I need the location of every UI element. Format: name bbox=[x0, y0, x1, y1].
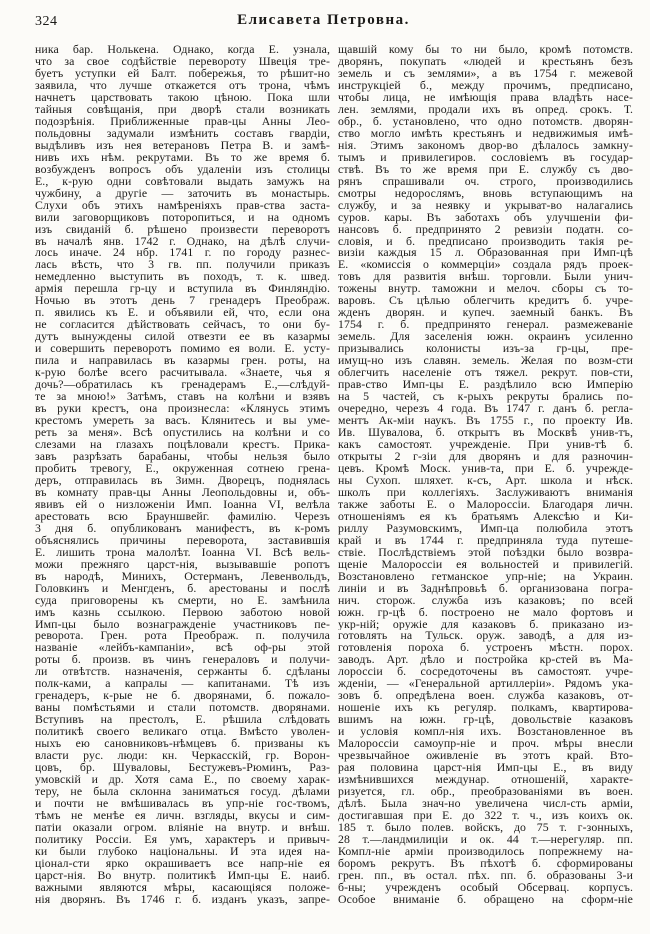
text-line: крестомъ умереть за васъ. Клянитесь и вы уме- bbox=[35, 415, 330, 427]
text-line: открыты 2 г-зіи для дворянъ и для разночин- bbox=[338, 450, 633, 463]
text-line: тѣмъ не менѣе ея личн. взгляды, вкусы и сим- bbox=[35, 810, 330, 822]
text-line: к-рую болѣе всего расчитывала. «Знаете, чья я bbox=[35, 367, 330, 380]
column-gap bbox=[330, 44, 338, 908]
text-line: риллу Разумовскимъ, Имп-ца полюбила этотъ bbox=[338, 522, 633, 535]
text-line: тайныя совѣщанія, при дворѣ стали возникать bbox=[35, 103, 330, 116]
text-line: деръ, отправилась въ Зимн. Дворецъ, поднялась bbox=[35, 474, 330, 487]
text-line: чрезвычайное оживленіе въ этотъ край. Вто- bbox=[338, 750, 633, 763]
text-line: Компл-ніе арміи производилось попрежнему на- bbox=[338, 845, 633, 858]
text-line: дочь?—обратилась къ гренадерамъ Е.,—слѣдуй- bbox=[35, 379, 330, 392]
text-line: достигавшая при Е. до 322 т. ч., изъ коихъ ок. bbox=[338, 810, 633, 822]
text-line: цевъ. Кромѣ Моск. унив-та, при Е. б. учрежде- bbox=[338, 462, 633, 475]
text-line: визіи каждыя 15 л. Образованная при Имп-цѣ bbox=[338, 247, 633, 260]
text-line: готовленія пороха б. устроенъ мѣстн. порох. bbox=[338, 642, 633, 655]
text-line: немедленно выступить въ походъ, т. к. швед. bbox=[35, 271, 330, 284]
text-line: подозрѣнія. Приближенные прав-цы Анны Лео- bbox=[35, 115, 330, 128]
text-line: дутъ вынуждены силой отвезти ее въ казармы bbox=[35, 331, 330, 344]
text-line: Е. «комиссія о коммерціи» создала рядъ проек- bbox=[338, 259, 633, 272]
text-line: нія. Этимъ закономъ двор-во дѣлалось замкну- bbox=[338, 139, 633, 152]
text-line: обр., б. установлено, что одно потомств. дворян- bbox=[338, 115, 633, 128]
text-line: возбужденъ вопросъ объ удаленіи изъ столицы bbox=[35, 163, 330, 176]
text-line: ника бар. Нолькена. Однако, когда Е. узнала, bbox=[35, 44, 330, 56]
text-line: имущ-но изъ славян. земель. Желая по возм-сти bbox=[338, 355, 633, 368]
text-line: реворота. Грен. рота Преображ. п. получила bbox=[35, 630, 330, 643]
text-line: полк-ками, а капралы — капитанами. Тѣ изъ bbox=[35, 678, 330, 691]
text-line: имъ казнь ссылкою. Первою заботою новой bbox=[35, 606, 330, 619]
text-line: роты б. произв. въ чинъ генераловъ и получи- bbox=[35, 654, 330, 667]
text-line: лась вѣсть, что 3 гв. пп. получили приказъ bbox=[35, 259, 330, 272]
text-line: пила и направилась въ казармы грен. роты, на bbox=[35, 355, 330, 368]
text-line: смотры недорослямъ, вновь вступающимъ на bbox=[338, 187, 633, 200]
text-line: ношеніе ихъ къ регуляр. полкамъ, квартирова- bbox=[338, 702, 633, 715]
text-line: цовъ, бр. Шуваловы, Бестужевъ-Рюминъ, Раз- bbox=[35, 762, 330, 775]
text-line: вили заговорщиковъ поторопиться, и на одномъ bbox=[35, 211, 330, 224]
text-line: словія, и б. предписано производить такія ре- bbox=[338, 235, 633, 248]
text-line: лороссіи б. сосредоточены въ самостоят. учре- bbox=[338, 666, 633, 679]
text-line: реть за меня». Всѣ опустились на колѣни и со bbox=[35, 427, 330, 439]
text-line: Вступивъ на престолъ, Е. рѣшила слѣдовать bbox=[35, 714, 330, 727]
text-line: патіи оказали огром. вліяніе на внутр. и внѣш. bbox=[35, 821, 330, 834]
text-line: жденъ дворян. и купеч. заемный банкъ. Въ bbox=[338, 307, 633, 320]
text-line: жденіи, — «Генеральной артиллеріи». Рядомъ ука- bbox=[338, 678, 633, 691]
text-line: Малороссіи самоупр-ніе и проч. мѣры внесли bbox=[338, 738, 633, 751]
text-line: ваны помѣстьями и стали потомств. дворянами. bbox=[35, 702, 330, 715]
text-line: южн. гр-цѣ б. построено не мало фортовъ и bbox=[338, 606, 633, 619]
text-line: дѣлѣ. Была знач-но увеличена числ-сть арміи, bbox=[338, 798, 633, 810]
text-line: слезами на глазахъ поцѣловали крестъ. Прика- bbox=[35, 438, 330, 451]
text-line: Е., к-рую одни совѣтовали выдать замужъ на bbox=[35, 175, 330, 188]
text-line: нансовъ б. предпринято 2 ревизіи податн. со- bbox=[338, 223, 633, 236]
page-title: Елисавета Петровна. bbox=[237, 12, 410, 28]
text-line: теру, не была склонна заниматься госуд. дѣлами bbox=[35, 786, 330, 799]
text-line: политикѣ своего великаго отца. Вмѣсто уволен- bbox=[35, 726, 330, 739]
text-line: грен. пп., въ остал. пѣх. пп. б. образованы 3-и bbox=[338, 869, 633, 882]
text-line: чужбину, а другіе — заточить въ монастырь. bbox=[35, 187, 330, 200]
text-line: инструкціей б., между прочимъ, предписано, bbox=[338, 79, 633, 92]
text-line: что за свое содѣйствіе перевороту Швеція тре- bbox=[35, 55, 330, 68]
text-line: Головкинъ и Менгденъ, б. арестованы и послѣ bbox=[35, 582, 330, 595]
text-line: тожены внутр. таможни и мелоч. сборы съ то- bbox=[338, 283, 633, 296]
text-line: умовскій и др. Хотя сама Е., по своему харак- bbox=[35, 774, 330, 787]
text-line: Слухи объ этихъ намѣреніяхъ прав-ства заста- bbox=[35, 199, 330, 212]
text-line: школъ при коллегіяхъ. Заслуживаютъ вниманія bbox=[338, 486, 633, 499]
text-line: польдовны задумали измѣнить составъ гвардіи, bbox=[35, 127, 330, 140]
text-line: лось иначе. 24 нбр. 1741 г. по городу разнес- bbox=[35, 247, 330, 260]
text-line: вшимъ на южн. гр-цѣ, довольствіе казаковъ bbox=[338, 714, 633, 727]
text-line: суда приговорены къ смерти, но Е. замѣнила bbox=[35, 594, 330, 607]
article-body bbox=[35, 44, 633, 908]
text-line: суров. кары. Въ заботахъ объ улучшеніи фи- bbox=[338, 211, 633, 224]
text-line: дворянъ, покупать «людей и крестьянъ безъ bbox=[338, 55, 633, 68]
text-line: ли отвѣтств. назначенія, сержанты б. сдѣланы bbox=[35, 666, 330, 679]
text-line: линіи и въ Заднѣпровьѣ б. организована погра- bbox=[338, 582, 633, 595]
text-line: 28 т.—ландмилиціи и ок. 44 т.—нерегуляр. пп. bbox=[338, 833, 633, 846]
text-line: ризуется, гл. обр., преобразованіями въ воен. bbox=[338, 786, 633, 799]
text-line: отношеніямъ ея къ братьямъ Алексѣю и Ки- bbox=[338, 510, 633, 523]
text-line: также заботы Е. о Малороссіи. Благодаря личн. bbox=[338, 498, 633, 511]
text-line: боромъ рекрутъ. Въ пѣхотѣ б. сформированы bbox=[338, 857, 633, 870]
page-number: 324 bbox=[35, 14, 58, 29]
text-line: Возстановлено гетманское упр-ніе; на Украин. bbox=[338, 570, 633, 583]
text-line: Е. лишить трона малолѣт. Іоанна VI. Всѣ вель- bbox=[35, 546, 330, 559]
text-line: нич. сторож. служба изъ казаковъ; по всей bbox=[338, 594, 633, 607]
text-line: земель. Для заселенія южн. окраинъ усиленно bbox=[338, 331, 633, 344]
text-line: буетъ уступки ей Балт. побережья, то рѣшит-но bbox=[35, 67, 330, 80]
text-line: заявила, что лучше откажется отъ трона, чѣмъ bbox=[35, 79, 330, 92]
text-line: и почти не вмѣшивалась въ упр-ніе гос-твомъ, bbox=[35, 798, 330, 810]
text-line: 1754 г. б. предпринято генерал. размежеваніе bbox=[338, 319, 633, 332]
text-line: щеніе Малороссіи ея вольностей и привилегій. bbox=[338, 558, 633, 571]
text-line: те за мною!» Затѣмъ, ставъ на колѣни и взявъ bbox=[35, 391, 330, 404]
text-line: политику Россіи. Ея умъ, характеръ и привыч- bbox=[35, 833, 330, 846]
text-line: изъ свиданій б. рѣшено произвести переворотъ bbox=[35, 223, 330, 236]
text-line: край и въ 1744 г. предприняла туда путеше- bbox=[338, 534, 633, 547]
text-line: какъ самостоят. учрежденіе. При унив-тѣ б. bbox=[338, 438, 633, 451]
text-line: зовъ б. опредѣлена воен. служба казаковъ, от- bbox=[338, 690, 633, 703]
text-line: щавшій кому бы то ни было, кромѣ потомств. bbox=[338, 44, 633, 56]
text-line: завъ разрѣзать барабаны, чтобы нельзя было bbox=[35, 450, 330, 463]
text-line: тымъ и привилегиров. сословіемъ въ государ- bbox=[338, 151, 633, 164]
text-line: призывались колонисты изъ-за гр-цы, пре- bbox=[338, 343, 633, 356]
text-line: готовлять на Тульск. оруж. заводѣ, а для из- bbox=[338, 630, 633, 643]
text-line: ство могло имѣть крестьянъ и недвижимыя имѣ- bbox=[338, 127, 633, 140]
text-line: лен. землями, продали ихъ въ опред. срокъ. Т. bbox=[338, 103, 633, 116]
text-line: пробить тревогу, Е., окруженная сотнею грена- bbox=[35, 462, 330, 475]
text-line: варовъ. Съ цѣлью облегчить кредитъ б. учре- bbox=[338, 295, 633, 308]
text-line: укр-ній; оружіе для казаковъ б. приказано из- bbox=[338, 618, 633, 631]
text-line: ціонал-сти ярко окрашиваетъ все напр-ніе ея bbox=[35, 857, 330, 870]
text-line: измѣнившихся междунар. отношеній, характе- bbox=[338, 774, 633, 787]
text-line: заводъ. Арт. дѣло и постройка кр-стей въ Ма- bbox=[338, 654, 633, 667]
text-line: важными являются мѣры, касающіяся положе- bbox=[35, 881, 330, 894]
text-line: на 5 частей, съ к-рыхъ рекруты брались по- bbox=[338, 391, 633, 404]
text-line: ныхъ ею сановниковъ-нѣмцевъ б. призваны къ bbox=[35, 738, 330, 751]
text-line: службу, и за неявку и укрыват-во налагались bbox=[338, 199, 633, 212]
text-line: не согласится дѣйствовать сейчасъ, то они бу- bbox=[35, 319, 330, 332]
text-line: власти рус. люди: кн. Черкасскій, гр. Ворон- bbox=[35, 750, 330, 763]
text-line: Имп-цы было вознагражденіе участниковъ пе- bbox=[35, 618, 330, 631]
text-line: ментъ Ак-міи наукъ. Въ 1755 г., по проекту Ив. bbox=[338, 415, 633, 427]
text-line: царст-нія. Во внутр. политикѣ Имп-цы Е. наиб. bbox=[35, 869, 330, 882]
text-line: начнетъ царствовать такою цѣною. Пока шли bbox=[35, 91, 330, 104]
text-line: выдѣливъ изъ нея ветерановъ Петра В. и замѣ- bbox=[35, 139, 330, 152]
text-line: объяснялись причины переворота, заставившія bbox=[35, 534, 330, 547]
text-line: и условія компл-нія ихъ. Возстановленное въ bbox=[338, 726, 633, 739]
text-line: Особое вниманіе б. обращено на сформ-ніе bbox=[338, 893, 633, 906]
text-line: гренадеръ, к-рые не б. дворянами, б. пожало- bbox=[35, 690, 330, 703]
text-line: 185 т. было полев. войскъ, до 75 т. г-зонныхъ, bbox=[338, 821, 633, 834]
text-line: нія дворянъ. Въ 1746 г. б. изданъ указъ, запре- bbox=[35, 893, 330, 906]
text-line: Ночью въ этотъ день 7 гренадеръ Преображ. bbox=[35, 295, 330, 308]
text-line: б-ны; учрежденъ особый Обсервац. корпусъ. bbox=[338, 881, 633, 894]
right-column bbox=[338, 44, 633, 908]
text-line: можи прежняго царст-нія, вызывавшіе ропотъ bbox=[35, 558, 330, 571]
text-line: рая половина царст-нія Имп-цы Е., въ виду bbox=[338, 762, 633, 775]
text-line: 3 дня б. опубликованъ манифестъ, въ к-ромъ bbox=[35, 522, 330, 535]
text-line: въ началѣ янв. 1742 г. Однако, на дѣлѣ случи- bbox=[35, 235, 330, 248]
text-line: армія перешла гр-цу и вступила въ Финляндію. bbox=[35, 283, 330, 296]
text-line: въ комнату прав-цы Анны Леопольдовны и, объ- bbox=[35, 486, 330, 499]
text-line: ствѣ. Въ то же время при Е. службу съ дво- bbox=[338, 163, 633, 176]
text-line: ки были глубоко національны. И эта идея на- bbox=[35, 845, 330, 858]
text-line: чтобы лица, не имѣющія права владѣть насе- bbox=[338, 91, 633, 104]
text-line: въ руки крестъ, она произнесла: «Клянусь этимъ bbox=[35, 403, 330, 416]
text-line: п. явились къ Е. и объявили ей, что, если она bbox=[35, 307, 330, 320]
text-line: Ив. Шувалова, б. открытъ въ Москвѣ унив-тъ, bbox=[338, 427, 633, 439]
text-line: ствіе. Послѣдствіемъ этой поѣздки было возвра- bbox=[338, 546, 633, 559]
text-line: въ народѣ, Минихъ, Остерманъ, Левенвольдъ, bbox=[35, 570, 330, 583]
page-header bbox=[35, 12, 632, 34]
text-line: очередно, черезъ 4 года. Въ 1747 г. данъ б. регла- bbox=[338, 403, 633, 416]
text-line: рянъ спрашивали оч. строго, производились bbox=[338, 175, 633, 188]
text-line: нивъ ихъ нѣм. рекрутами. Въ то же время б. bbox=[35, 151, 330, 164]
text-line: прав-ство Имп-цы Е. раздѣлило всю Имперію bbox=[338, 379, 633, 392]
text-line: арестовать всю Брауншвейг. фамилію. Черезъ bbox=[35, 510, 330, 523]
left-column bbox=[35, 44, 330, 908]
text-line: товъ для развитія внѣш. торговли. Были унич- bbox=[338, 271, 633, 284]
text-line: облегчить населеніе отъ тяжел. рекрут. пов-сти, bbox=[338, 367, 633, 380]
text-line: ны Сухоп. шляхет. к-съ, Арт. школа и нѣск. bbox=[338, 474, 633, 487]
text-line: явивъ ей о низложеніи Имп. Іоанна VI, велѣла bbox=[35, 498, 330, 511]
text-line: земель и съ землями», а въ 1754 г. межевой bbox=[338, 67, 633, 80]
text-line: и совершить переворотъ помимо ея воли. Е. усту- bbox=[35, 343, 330, 356]
text-line: названіе «лейбъ-кампаніи», всѣ оф-ры этой bbox=[35, 642, 330, 655]
